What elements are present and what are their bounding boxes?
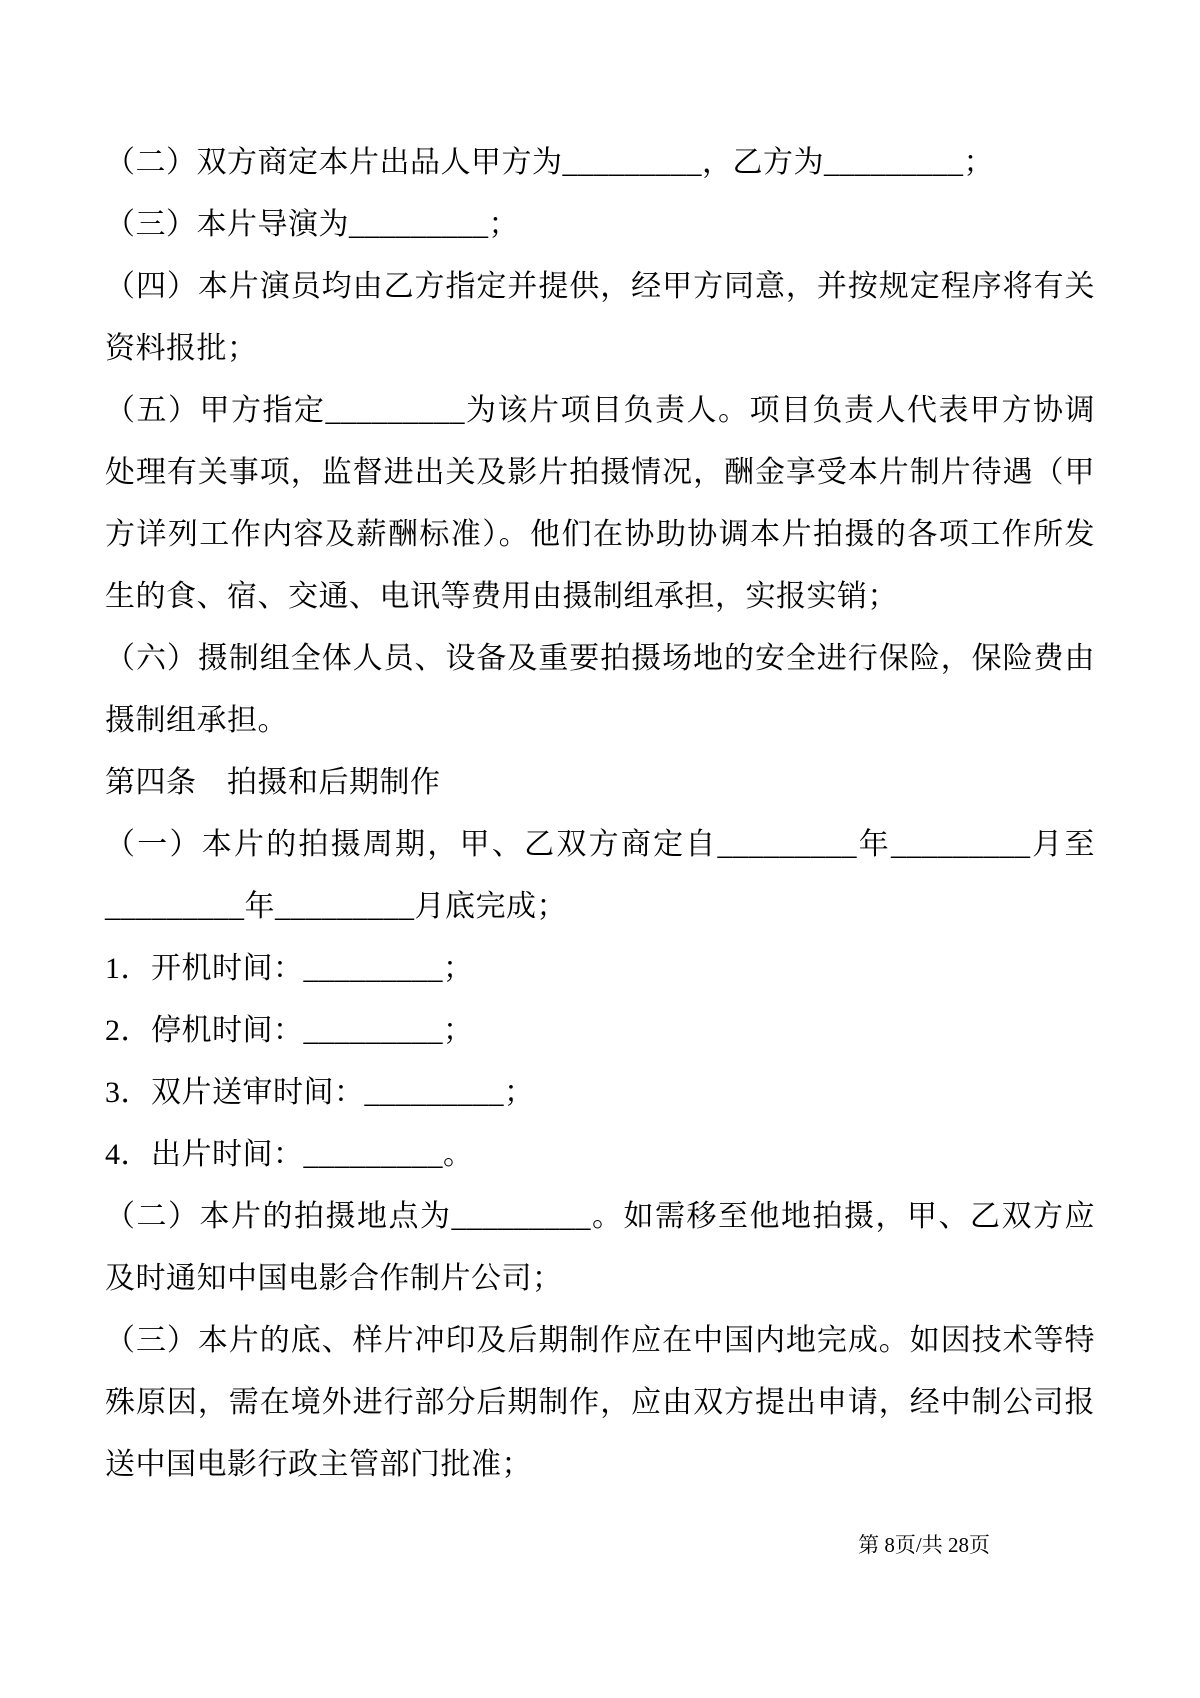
clause-cast: （四）本片演员均由乙方指定并提供，经甲方同意，并按规定程序将有关资料报批；: [105, 270, 1095, 365]
clause-post-production: （三）本片的底、样片冲印及后期制作应在中国内地完成。如因技术等特殊原因，需在境外进行部分后期制作，应由双方提出申请，经中制公司报送中国电影行政主管部门批准；: [105, 1324, 1095, 1481]
page-number: 第 8页/共 28页: [858, 1533, 990, 1557]
list-item-stop-time: 2．停机时间：_________；: [105, 1014, 474, 1047]
clause-producer: （二）双方商定本片出品人甲方为_________，乙方为_________；: [105, 146, 994, 179]
clause-director: （三）本片导演为_________；: [105, 208, 519, 241]
clause-project-manager: （五）甲方指定_________为该片项目负责人。项目负责人代表甲方协调处理有关事项，监督进出关及影片拍摄情况，酬金享受本片制片待遇（甲方详列工作内容及薪酬标准）。他们在协助协调本片拍摄的各项工作所发生的食、宿、交通、电讯等费用由摄制组承担，实报实销；: [105, 394, 1095, 613]
clause-insurance: （六）摄制组全体人员、设备及重要拍摄场地的安全进行保险，保险费由摄制组承担。: [105, 642, 1095, 737]
list-item-start-time: 1．开机时间：_________；: [105, 952, 474, 985]
list-item-review-time: 3．双片送审时间：_________；: [105, 1076, 535, 1109]
clause-shooting-period: （一）本片的拍摄周期，甲、乙双方商定自_________年_________月至_________年_________月底完成；: [105, 828, 1095, 923]
section-heading-article-4: 第四条 拍摄和后期制作: [105, 766, 441, 799]
page-footer: [0, 1530, 1200, 1560]
clause-shooting-location: （二）本片的拍摄地点为_________。如需移至他地拍摄，甲、乙双方应及时通知中国电影合作制片公司；: [105, 1200, 1095, 1295]
list-item-release-time: 4．出片时间：_________。: [105, 1138, 474, 1171]
